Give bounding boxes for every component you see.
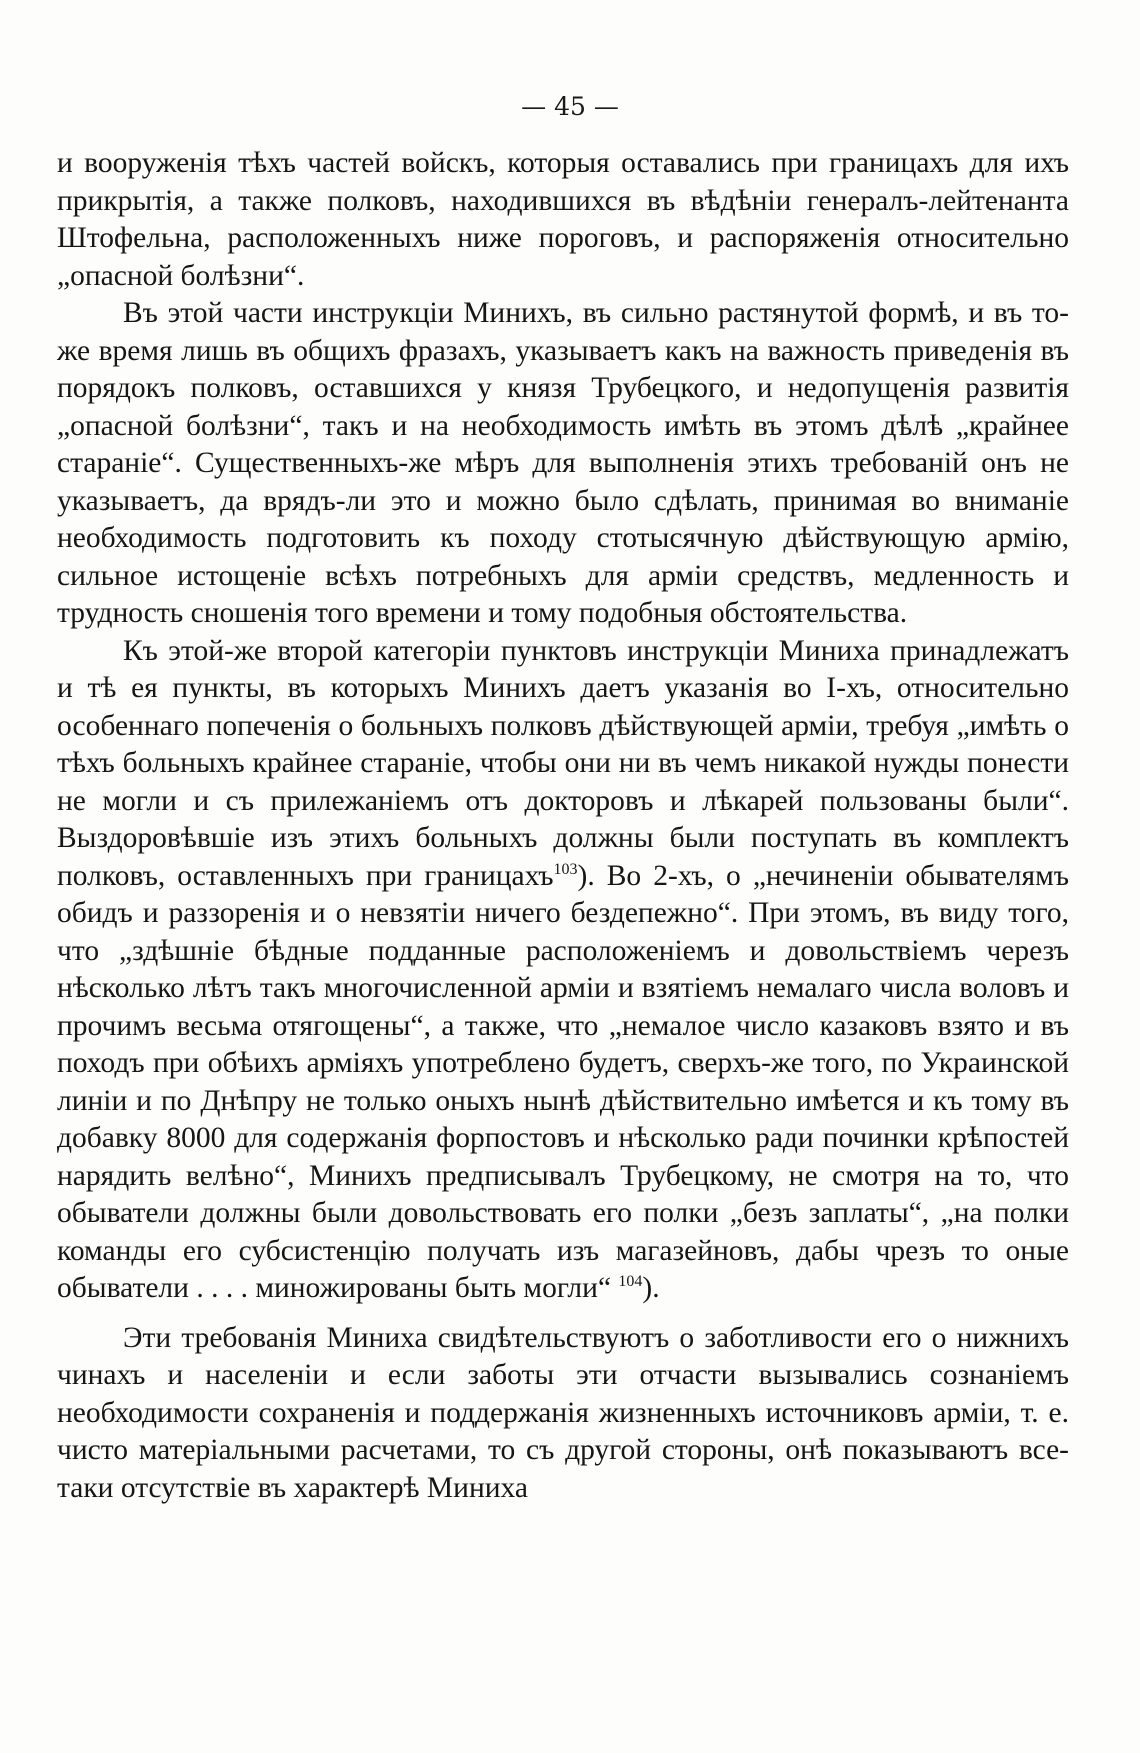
paragraph-text-part-a: Къ этой-же второй категоріи пунктовъ инструкціи Миниха принадлежатъ и тѣ ея пункты, въ которыхъ Минихъ даетъ указанія во І-хъ, относительно особеннаго попеченія о больныхъ полковъ дѣйствующей арміи, требуя „имѣть о тѣхъ больныхъ крайнее стараніе, чтобы они ни въ чемъ никакой нужды понести не могли и съ прилежаніемъ отъ докторовъ и лѣкарей пользованы были“. Выздоровѣвшіе изъ этихъ больныхъ должны были поступать въ комплектъ полковъ, оставленныхъ при границахъ: [57, 634, 1069, 892]
paragraph-second-category: [57, 633, 1069, 1308]
paragraph-text-part-b: ). Во 2-хъ, о „нечиненіи обывателямъ обидъ и раззоренія и о невзятіи ничего бездепежно“. При этомъ, въ виду того, что „здѣшніе бѣдные подданные расположеніемъ и довольствіемъ черезъ нѣсколько лѣтъ такъ многочисленной арміи и взятіемъ немалаго числа воловъ и прочимъ весьма отягощены“, а также, что „немалое число казаковъ взято и въ походъ при обѣихъ арміяхъ употреблено будетъ, сверхъ-же того, по Украинской линіи и по Днѣпру не только оныхъ нынѣ дѣйствительно имѣется и къ тому въ добавку 8000 для содержанія форпостовъ и нѣсколько ради починки крѣпостей нарядить велѣно“, Минихъ предписывалъ Трубецкому, не смотря на то, что обыватели должны были довольствовать его полки „безъ заплаты“, „на полки команды его субсистенцію получать изъ магазейновъ, дабы чрезъ то оные обыватели . . . . миножированы быть могли“: [57, 859, 1069, 1304]
paragraph-continuation: и вооруженія тѣхъ частей войскъ, которыя оставались при границахъ для ихъ прикрытія, а также полковъ, находившихся въ вѣдѣніи генералъ-лейтенанта Штофельна, расположенныхъ ниже пороговъ, и распоряженія относительно „опасной болѣзни“.: [57, 147, 1069, 292]
footnote-ref-103: 103: [553, 860, 578, 878]
paragraph-text-part-c: ).: [642, 1272, 660, 1304]
paragraph-requirements: Эти требованія Миниха свидѣтельствуютъ о заботливости его о нижнихъ чинахъ и населеніи и если заботы эти отчасти вызывались сознаніемъ необходимости сохраненія и поддержанія жизненныхъ источниковъ арміи, т. е. чисто матеріальными расчетами, то съ другой стороны, онѣ показываютъ все-таки отсутствіе въ характерѣ Миниха: [57, 1321, 1069, 1504]
footnote-ref-104: 104: [618, 1273, 643, 1291]
paragraph-instruction: Въ этой части инструкціи Минихъ, въ сильно растянутой формѣ, и въ то-же время лишь въ общихъ фразахъ, указываетъ какъ на важность приведенія въ порядокъ полковъ, оставшихся у князя Трубецкого, и недопущенія развитія „опасной болѣзни“, такъ и на необходимость имѣть въ этомъ дѣлѣ „крайнее стараніе“. Существенныхъ-же мѣръ для выполненія этихъ требованій онъ не указываетъ, да врядъ-ли это и можно было сдѣлать, принимая во вниманіе необходимость подготовить къ походу стотысячную дѣйствующую армію, сильное истощеніе всѣхъ потребныхъ для арміи средствъ, медленность и трудность сношенія того времени и тому подобныя обстоятельства.: [57, 297, 1069, 629]
body-text: [57, 145, 1069, 1507]
page-number: — 45 —: [521, 92, 619, 121]
